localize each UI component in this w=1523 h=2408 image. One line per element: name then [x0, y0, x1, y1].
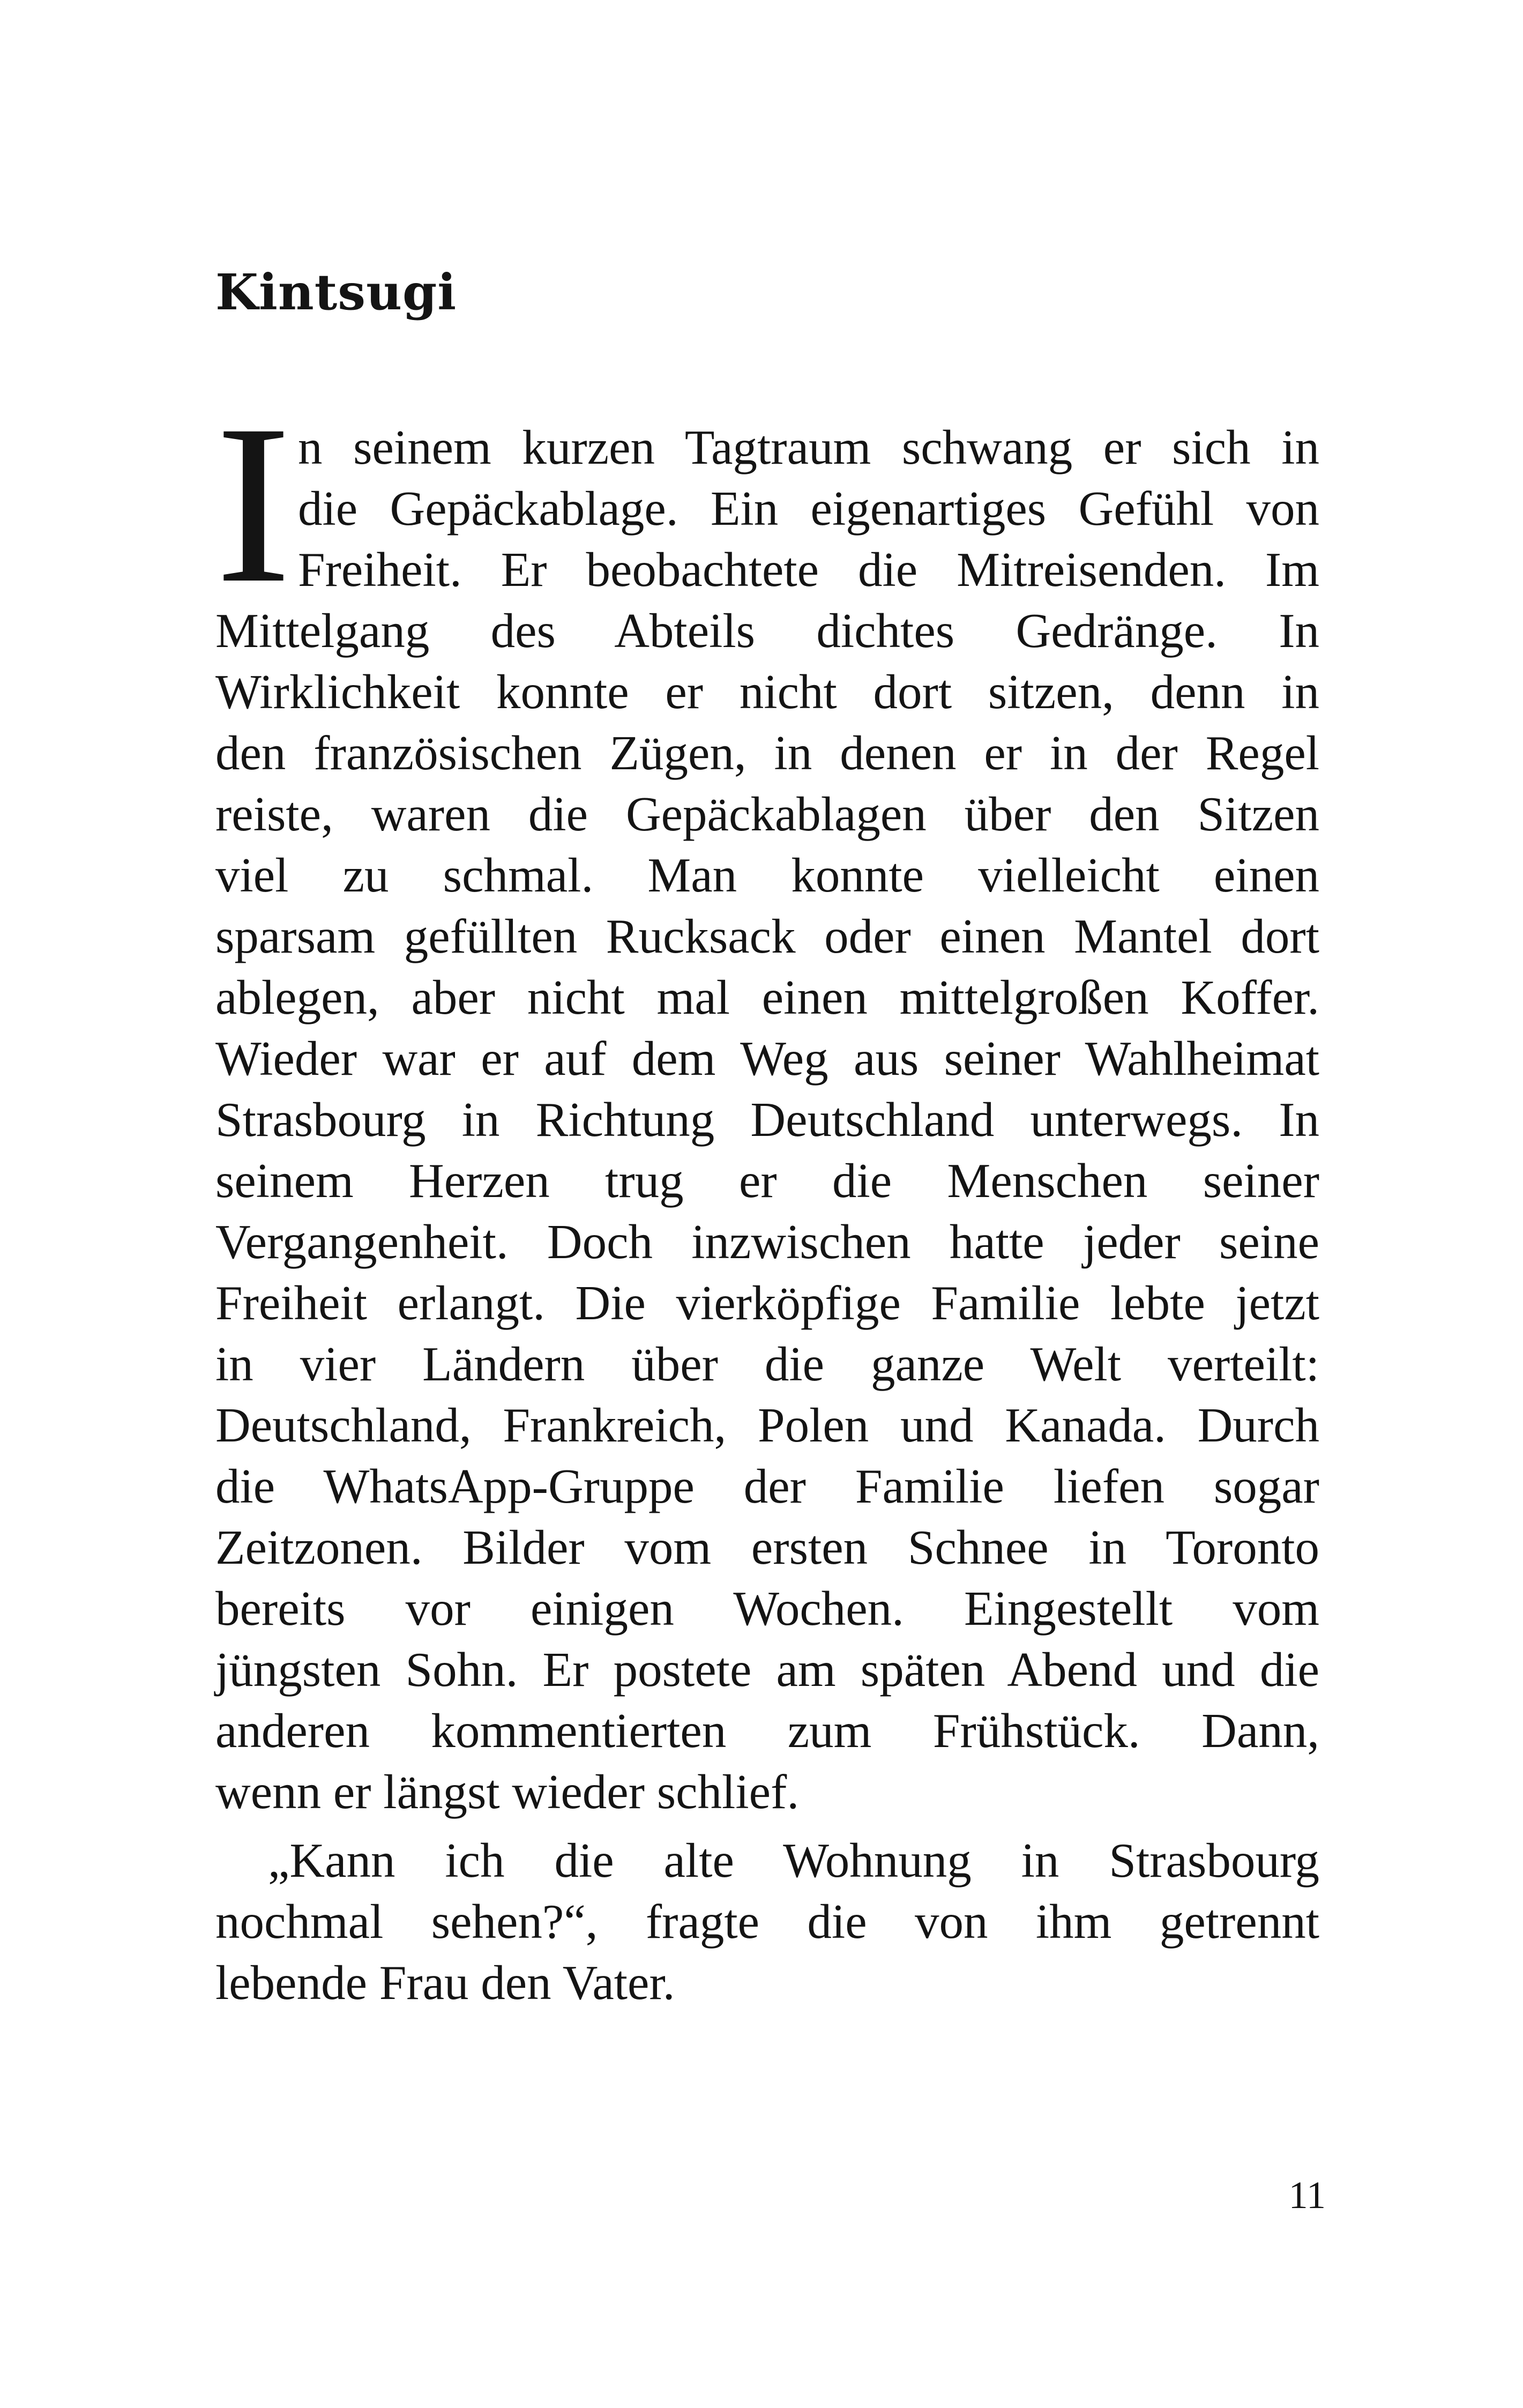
text-line: Wirklichkeit konnte er nicht dort sitzen, denn in [215, 665, 1319, 719]
text-line: lebende Frau den Vater. [215, 1956, 675, 2010]
text-line: viel zu schmal. Man konnte vielleicht einen [215, 848, 1319, 902]
text-line: reiste, waren die Gepäckablagen über den Sitzen [215, 787, 1319, 841]
text-line: seinem Herzen trug er die Menschen seiner [215, 1154, 1319, 1208]
text-line: Strasbourg in Richtung Deutschland unterwegs. In [215, 1092, 1319, 1147]
text-line: in vier Ländern über die ganze Welt verteilt: [215, 1337, 1319, 1391]
drop-cap-initial: I [215, 377, 292, 630]
text-line: n seinem kurzen Tagtraum schwang er sich in [298, 420, 1319, 474]
text-line: Freiheit erlangt. Die vierköpfige Familie lebte jetzt [215, 1276, 1319, 1330]
paragraph-1 [215, 377, 1319, 1823]
text-line: Vergangenheit. Doch inzwischen hatte jeder seine [215, 1215, 1319, 1269]
page-number: 11 [1288, 2174, 1326, 2217]
text-line: ablegen, aber nicht mal einen mittelgroßen Koffer. [215, 970, 1319, 1024]
chapter-title: Kintsugi [215, 263, 457, 321]
text-line: bereits vor einigen Wochen. Eingestellt vom [215, 1581, 1319, 1636]
text-line: nochmal sehen?“, fragte die von ihm getrennt [215, 1894, 1319, 1949]
text-line: „Kann ich die alte Wohnung in Strasbourg [268, 1833, 1319, 1887]
text-line: wenn er längst wieder schlief. [215, 1765, 800, 1819]
text-line: Wieder war er auf dem Weg aus seiner Wahlheimat [215, 1031, 1319, 1086]
paragraph-2 [215, 1830, 1319, 2013]
text-line: Mittelgang des Abteils dichtes Gedränge. In [215, 604, 1319, 658]
text-line: Zeitzonen. Bilder vom ersten Schnee in Toronto [215, 1520, 1319, 1574]
text-line: Freiheit. Er beobachtete die Mitreisenden. Im [298, 542, 1319, 597]
text-line: Deutschland, Frankreich, Polen und Kanada. Durch [215, 1398, 1319, 1452]
text-line: anderen kommentierten zum Frühstück. Dann, [215, 1704, 1319, 1758]
text-line: jüngsten Sohn. Er postete am späten Abend und die [215, 1643, 1319, 1697]
text-line: den französischen Zügen, in denen er in der Regel [215, 726, 1319, 780]
text-line: die Gepäckablage. Ein eigenartiges Gefühl von [298, 481, 1319, 536]
text-line: die WhatsApp-Gruppe der Familie liefen sogar [215, 1459, 1319, 1513]
text-line: sparsam gefüllten Rucksack oder einen Mantel dort [215, 909, 1319, 963]
